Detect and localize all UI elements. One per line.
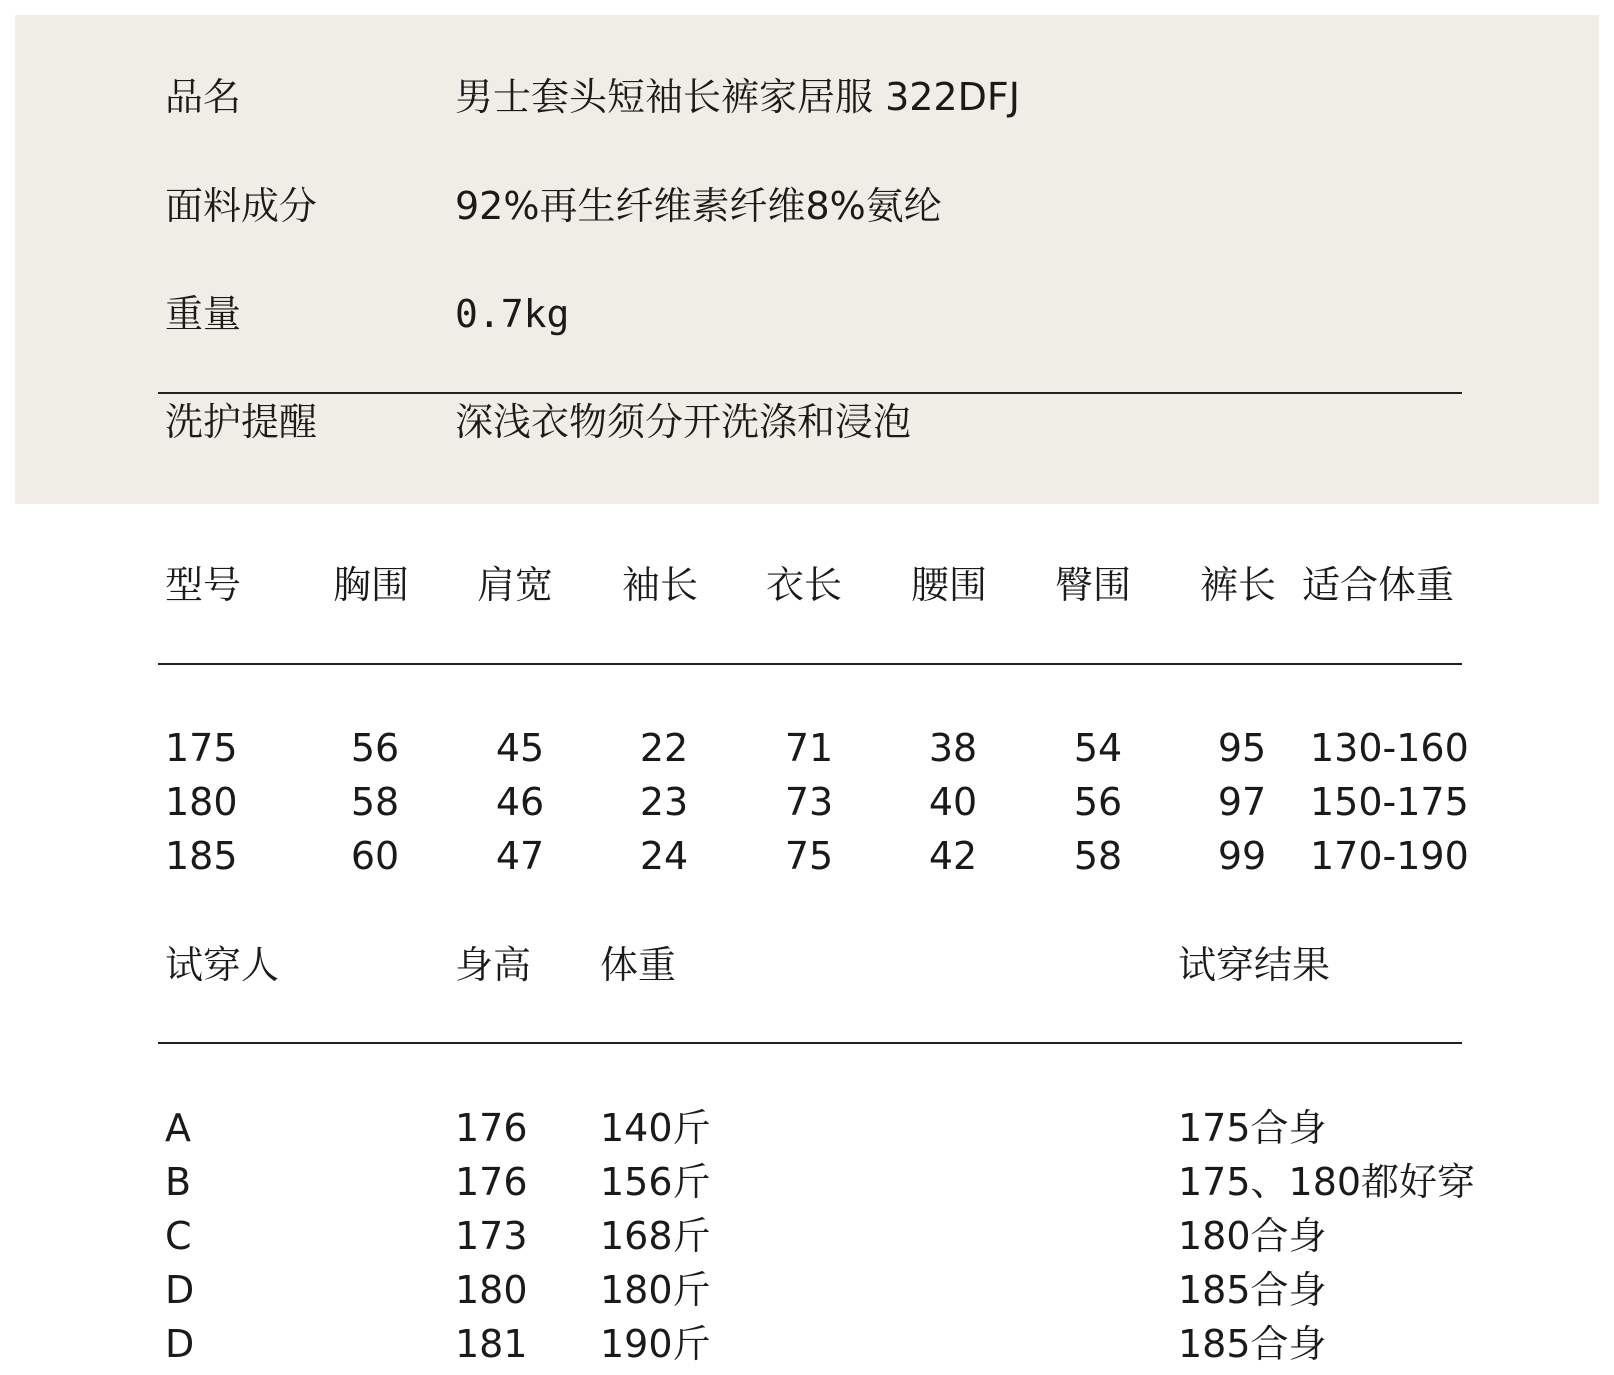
size-cell-sleeve: 24 <box>639 834 689 878</box>
product-name-label: 品名 <box>165 75 242 119</box>
fit-cell-tester: B <box>165 1160 192 1204</box>
fit-cell-result: 180合身 <box>1178 1214 1327 1258</box>
size-header-hip: 臀围 <box>1055 563 1132 607</box>
size-cell-chest: 60 <box>350 834 400 878</box>
size-cell-hip: 56 <box>1073 780 1123 824</box>
size-cell-fit-weight: 170-190 <box>1310 834 1469 878</box>
size-cell-shoulder: 47 <box>495 834 545 878</box>
fit-cell-height: 173 <box>455 1214 528 1258</box>
size-cell-model: 180 <box>165 780 238 824</box>
size-cell-chest: 58 <box>350 780 400 824</box>
fit-table-divider <box>158 1042 1462 1044</box>
fit-cell-height: 176 <box>455 1106 528 1150</box>
fit-cell-weight: 190斤 <box>600 1322 711 1366</box>
size-header-model: 型号 <box>165 563 242 607</box>
fit-cell-height: 180 <box>455 1268 528 1312</box>
size-cell-fit-weight: 130-160 <box>1310 726 1469 770</box>
fit-cell-tester: D <box>165 1268 195 1312</box>
size-header-shoulder: 肩宽 <box>477 563 554 607</box>
fit-cell-weight: 180斤 <box>600 1268 711 1312</box>
size-cell-waist: 40 <box>928 780 978 824</box>
size-cell-sleeve: 23 <box>639 780 689 824</box>
fit-cell-weight: 168斤 <box>600 1214 711 1258</box>
size-header-pants-length: 裤长 <box>1200 563 1277 607</box>
size-header-top-length: 衣长 <box>766 563 843 607</box>
fit-cell-height: 176 <box>455 1160 528 1204</box>
size-header-fit-weight: 适合体重 <box>1302 563 1455 607</box>
care-label: 洗护提醒 <box>165 400 318 444</box>
size-cell-shoulder: 45 <box>495 726 545 770</box>
fit-cell-weight: 156斤 <box>600 1160 711 1204</box>
fit-cell-result: 175、180都好穿 <box>1178 1160 1476 1204</box>
size-cell-hip: 54 <box>1073 726 1123 770</box>
size-header-chest: 胸围 <box>333 563 410 607</box>
size-cell-chest: 56 <box>350 726 400 770</box>
fit-header-tester: 试穿人 <box>165 943 280 987</box>
fit-cell-tester: D <box>165 1322 195 1366</box>
weight-value: 0.7kg <box>455 292 570 336</box>
care-divider <box>158 392 1462 394</box>
size-table-divider <box>158 663 1462 665</box>
fit-header-height: 身高 <box>455 943 532 987</box>
size-header-waist: 腰围 <box>911 563 988 607</box>
fit-header-weight: 体重 <box>600 943 677 987</box>
fit-cell-result: 185合身 <box>1178 1322 1327 1366</box>
fit-header-result: 试穿结果 <box>1178 943 1331 987</box>
fit-cell-tester: C <box>165 1214 192 1258</box>
product-name-value: 男士套头短袖长裤家居服 322DFJ <box>455 75 1020 119</box>
weight-label: 重量 <box>165 292 242 336</box>
size-cell-pants-length: 97 <box>1217 780 1267 824</box>
fabric-value: 92%再生纤维素纤维8%氨纶 <box>455 184 942 228</box>
size-cell-top-length: 71 <box>784 726 834 770</box>
size-cell-top-length: 75 <box>784 834 834 878</box>
size-cell-pants-length: 99 <box>1217 834 1267 878</box>
size-header-sleeve: 袖长 <box>622 563 699 607</box>
size-cell-waist: 42 <box>928 834 978 878</box>
size-cell-fit-weight: 150-175 <box>1310 780 1469 824</box>
fit-cell-result: 185合身 <box>1178 1268 1327 1312</box>
fit-cell-height: 181 <box>455 1322 528 1366</box>
size-cell-sleeve: 22 <box>639 726 689 770</box>
fit-cell-weight: 140斤 <box>600 1106 711 1150</box>
size-cell-waist: 38 <box>928 726 978 770</box>
size-cell-model: 185 <box>165 834 238 878</box>
size-cell-pants-length: 95 <box>1217 726 1267 770</box>
fit-cell-result: 175合身 <box>1178 1106 1327 1150</box>
size-cell-hip: 58 <box>1073 834 1123 878</box>
care-value: 深浅衣物须分开洗涤和浸泡 <box>455 400 912 444</box>
fabric-label: 面料成分 <box>165 184 318 228</box>
size-cell-model: 175 <box>165 726 238 770</box>
fit-cell-tester: A <box>165 1106 191 1150</box>
size-cell-top-length: 73 <box>784 780 834 824</box>
size-cell-shoulder: 46 <box>495 780 545 824</box>
